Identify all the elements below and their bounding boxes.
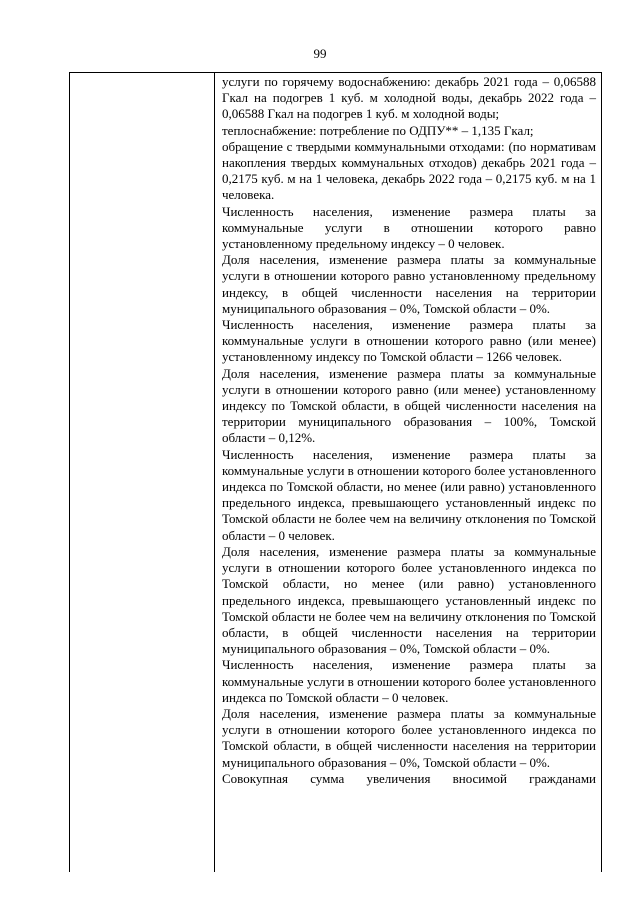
paragraph-population-between: Численность населения, изменение размера платы за коммунальные услуги в отношении которого более установленного индекса по Томской области, но менее (или равно) установленного предельного индекса, превышающего установленный индекс по Томской области не более чем на величину отклонения по Томской области – 0 человек. bbox=[222, 446, 596, 543]
paragraph-share-above: Доля населения, изменение размера платы за коммунальные услуги в отношении которого более установленного индекса по Томской области, в общей численности населения на территории муниципального образования – 0%, Томской области – 0%. bbox=[222, 705, 596, 770]
paragraph-share-equal-regional: Доля населения, изменение размера платы за коммунальные услуги в отношении которого равно (или менее) установленному индексу по Томской области, в общей численности населения на территории муниципального образования – 100%, Томской области – 0,12%. bbox=[222, 365, 596, 446]
paragraph-share-between: Доля населения, изменение размера платы за коммунальные услуги в отношении которого более установленного индекса по Томской области, но менее (или равно) установленного предельного индекса, превышающего установленный индекс по Томской области не более чем на величину отклонения по Томской области, в общей численности населения на территории муниципального образования – 0%, Томской области – 0%. bbox=[222, 543, 596, 657]
paragraph-solid-waste: обращение с твердыми коммунальными отходами: (по нормативам накопления твердых коммунальных отходов) декабрь 2021 года – 0,2175 куб. м на 1 человека, декабрь 2022 года – 0,2175 куб. м на 1 человека. bbox=[222, 138, 596, 203]
paragraph-population-above: Численность населения, изменение размера платы за коммунальные услуги в отношении которого более установленного индекса по Томской области – 0 человек. bbox=[222, 657, 596, 705]
paragraph-total-increase: Совокупная сумма увеличения вносимой гражданами bbox=[222, 770, 596, 786]
paragraph-population-equal-limit: Численность населения, изменение размера платы за коммунальные услуги в отношении которого равно установленному предельному индексу – 0 человек. bbox=[222, 203, 596, 252]
table-left-cell bbox=[70, 73, 214, 872]
paragraph-share-equal-limit: Доля населения, изменение размера платы за коммунальные услуги в отношении которого равно установленному предельному индексу, в общей численности населения на территории муниципального образования – 0%, Томской области – 0%. bbox=[222, 252, 596, 316]
page-number: 99 bbox=[313, 46, 327, 61]
document-table bbox=[69, 72, 602, 872]
table-right-cell bbox=[222, 74, 596, 787]
paragraph-population-equal-regional: Численность населения, изменение размера платы за коммунальные услуги в отношении которого равно (или менее) установленному индексу по Томской области – 1266 человек. bbox=[222, 317, 596, 365]
column-divider bbox=[214, 73, 215, 872]
paragraph-heat-supply: теплоснабжение: потребление по ОДПУ** – 1,135 Гкал; bbox=[222, 122, 534, 138]
paragraph-hot-water: услуги по горячему водоснабжению: декабрь 2021 года – 0,06588 Гкал на подогрев 1 куб. м холодной воды, декабрь 2022 года – 0,06588 Гкал на подогрев 1 куб. м холодной воды; bbox=[222, 74, 596, 122]
